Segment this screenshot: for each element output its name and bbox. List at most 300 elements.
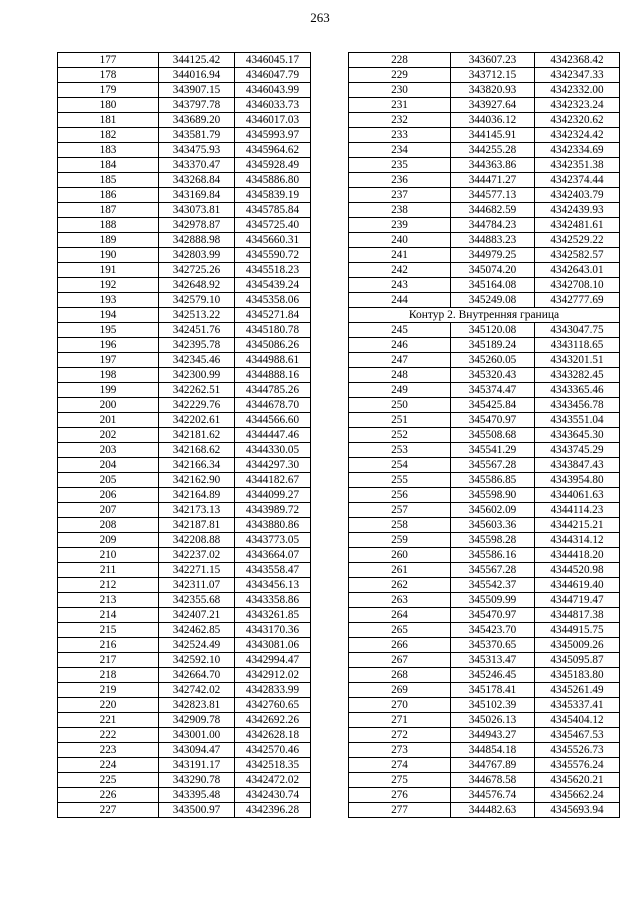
x-coordinate-cell: 343395.48 xyxy=(159,788,235,803)
y-coordinate-cell: 4344297.30 xyxy=(235,458,311,473)
y-coordinate-cell: 4342628.18 xyxy=(235,728,311,743)
x-coordinate-cell: 343581.79 xyxy=(159,128,235,143)
table-row xyxy=(58,593,311,608)
point-number-cell: 277 xyxy=(349,803,451,818)
point-number-cell: 226 xyxy=(58,788,159,803)
point-number-cell: 258 xyxy=(349,518,451,533)
table-row xyxy=(349,698,620,713)
y-coordinate-cell: 4342374.44 xyxy=(535,173,620,188)
x-coordinate-cell: 342579.10 xyxy=(159,293,235,308)
table-row xyxy=(349,233,620,248)
point-number-cell: 260 xyxy=(349,548,451,563)
point-number-cell: 246 xyxy=(349,338,451,353)
y-coordinate-cell: 4345590.72 xyxy=(235,248,311,263)
point-number-cell: 257 xyxy=(349,503,451,518)
point-number-cell: 238 xyxy=(349,203,451,218)
point-number-cell: 190 xyxy=(58,248,159,263)
x-coordinate-cell: 342648.92 xyxy=(159,278,235,293)
y-coordinate-cell: 4343456.78 xyxy=(535,398,620,413)
y-coordinate-cell: 4342472.02 xyxy=(235,773,311,788)
point-number-cell: 252 xyxy=(349,428,451,443)
y-coordinate-cell: 4344061.63 xyxy=(535,488,620,503)
x-coordinate-cell: 343689.20 xyxy=(159,113,235,128)
table-row xyxy=(58,533,311,548)
point-number-cell: 235 xyxy=(349,158,451,173)
table-row xyxy=(349,593,620,608)
point-number-cell: 219 xyxy=(58,683,159,698)
table-row xyxy=(58,788,311,803)
table-row xyxy=(58,488,311,503)
x-coordinate-cell: 344678.58 xyxy=(451,773,535,788)
y-coordinate-cell: 4344719.47 xyxy=(535,593,620,608)
x-coordinate-cell: 342311.07 xyxy=(159,578,235,593)
x-coordinate-cell: 343073.81 xyxy=(159,203,235,218)
right-table-body xyxy=(349,53,620,818)
table-row xyxy=(58,263,311,278)
y-coordinate-cell: 4344215.21 xyxy=(535,518,620,533)
y-coordinate-cell: 4344678.70 xyxy=(235,398,311,413)
x-coordinate-cell: 342888.98 xyxy=(159,233,235,248)
x-coordinate-cell: 345567.28 xyxy=(451,563,535,578)
x-coordinate-cell: 344943.27 xyxy=(451,728,535,743)
y-coordinate-cell: 4344785.26 xyxy=(235,383,311,398)
point-number-cell: 196 xyxy=(58,338,159,353)
table-row xyxy=(349,518,620,533)
point-number-cell: 218 xyxy=(58,668,159,683)
y-coordinate-cell: 4342708.10 xyxy=(535,278,620,293)
y-coordinate-cell: 4346047.79 xyxy=(235,68,311,83)
point-number-cell: 267 xyxy=(349,653,451,668)
x-coordinate-cell: 344576.74 xyxy=(451,788,535,803)
point-number-cell: 264 xyxy=(349,608,451,623)
y-coordinate-cell: 4344817.38 xyxy=(535,608,620,623)
point-number-cell: 268 xyxy=(349,668,451,683)
table-row xyxy=(349,338,620,353)
table-row xyxy=(58,323,311,338)
y-coordinate-cell: 4343170.36 xyxy=(235,623,311,638)
y-coordinate-cell: 4342760.65 xyxy=(235,698,311,713)
table-row xyxy=(349,53,620,68)
table-row xyxy=(58,728,311,743)
point-number-cell: 209 xyxy=(58,533,159,548)
table-row xyxy=(58,368,311,383)
x-coordinate-cell: 344363.86 xyxy=(451,158,535,173)
point-number-cell: 276 xyxy=(349,788,451,803)
table-row xyxy=(349,143,620,158)
point-number-cell: 270 xyxy=(349,698,451,713)
y-coordinate-cell: 4342833.99 xyxy=(235,683,311,698)
x-coordinate-cell: 344979.25 xyxy=(451,248,535,263)
x-coordinate-cell: 342162.90 xyxy=(159,473,235,488)
x-coordinate-cell: 342166.34 xyxy=(159,458,235,473)
y-coordinate-cell: 4342518.35 xyxy=(235,758,311,773)
point-number-cell: 198 xyxy=(58,368,159,383)
y-coordinate-cell: 4345337.41 xyxy=(535,698,620,713)
x-coordinate-cell: 343712.15 xyxy=(451,68,535,83)
point-number-cell: 223 xyxy=(58,743,159,758)
x-coordinate-cell: 342355.68 xyxy=(159,593,235,608)
table-row xyxy=(349,803,620,818)
y-coordinate-cell: 4343047.75 xyxy=(535,323,620,338)
table-row xyxy=(349,533,620,548)
point-number-cell: 222 xyxy=(58,728,159,743)
point-number-cell: 184 xyxy=(58,158,159,173)
table-row xyxy=(349,188,620,203)
table-row xyxy=(349,743,620,758)
x-coordinate-cell: 345542.37 xyxy=(451,578,535,593)
table-row xyxy=(58,608,311,623)
x-coordinate-cell: 344784.23 xyxy=(451,218,535,233)
y-coordinate-cell: 4345261.49 xyxy=(535,683,620,698)
point-number-cell: 230 xyxy=(349,83,451,98)
x-coordinate-cell: 343268.84 xyxy=(159,173,235,188)
y-coordinate-cell: 4345467.53 xyxy=(535,728,620,743)
x-coordinate-cell: 343607.23 xyxy=(451,53,535,68)
x-coordinate-cell: 344767.89 xyxy=(451,758,535,773)
x-coordinate-cell: 345320.43 xyxy=(451,368,535,383)
point-number-cell: 181 xyxy=(58,113,159,128)
x-coordinate-cell: 345102.39 xyxy=(451,698,535,713)
y-coordinate-cell: 4342403.79 xyxy=(535,188,620,203)
y-coordinate-cell: 4343282.45 xyxy=(535,368,620,383)
table-row xyxy=(58,293,311,308)
table-row xyxy=(349,398,620,413)
table-row xyxy=(349,458,620,473)
y-coordinate-cell: 4342439.93 xyxy=(535,203,620,218)
point-number-cell: 177 xyxy=(58,53,159,68)
x-coordinate-cell: 342978.87 xyxy=(159,218,235,233)
y-coordinate-cell: 4343773.05 xyxy=(235,533,311,548)
x-coordinate-cell: 343500.97 xyxy=(159,803,235,818)
x-coordinate-cell: 345586.16 xyxy=(451,548,535,563)
y-coordinate-cell: 4342912.02 xyxy=(235,668,311,683)
y-coordinate-cell: 4343201.51 xyxy=(535,353,620,368)
x-coordinate-cell: 345189.24 xyxy=(451,338,535,353)
table-row xyxy=(58,428,311,443)
y-coordinate-cell: 4342347.33 xyxy=(535,68,620,83)
point-number-cell: 200 xyxy=(58,398,159,413)
table-row xyxy=(349,68,620,83)
y-coordinate-cell: 4344314.12 xyxy=(535,533,620,548)
x-coordinate-cell: 345260.05 xyxy=(451,353,535,368)
x-coordinate-cell: 345470.97 xyxy=(451,608,535,623)
y-coordinate-cell: 4344988.61 xyxy=(235,353,311,368)
point-number-cell: 269 xyxy=(349,683,451,698)
x-coordinate-cell: 342300.99 xyxy=(159,368,235,383)
x-coordinate-cell: 343290.78 xyxy=(159,773,235,788)
y-coordinate-cell: 4342481.61 xyxy=(535,218,620,233)
point-number-cell: 240 xyxy=(349,233,451,248)
x-coordinate-cell: 344471.27 xyxy=(451,173,535,188)
x-coordinate-cell: 343094.47 xyxy=(159,743,235,758)
y-coordinate-cell: 4343456.13 xyxy=(235,578,311,593)
point-number-cell: 249 xyxy=(349,383,451,398)
table-row xyxy=(349,623,620,638)
point-number-cell: 179 xyxy=(58,83,159,98)
y-coordinate-cell: 4342570.46 xyxy=(235,743,311,758)
y-coordinate-cell: 4345086.26 xyxy=(235,338,311,353)
table-row xyxy=(58,413,311,428)
point-number-cell: 220 xyxy=(58,698,159,713)
x-coordinate-cell: 343820.93 xyxy=(451,83,535,98)
point-number-cell: 208 xyxy=(58,518,159,533)
table-row xyxy=(349,218,620,233)
point-number-cell: 210 xyxy=(58,548,159,563)
point-number-cell: 215 xyxy=(58,623,159,638)
x-coordinate-cell: 342173.13 xyxy=(159,503,235,518)
table-row xyxy=(58,773,311,788)
table-row xyxy=(58,338,311,353)
point-number-cell: 245 xyxy=(349,323,451,338)
table-row xyxy=(349,758,620,773)
x-coordinate-cell: 345246.45 xyxy=(451,668,535,683)
y-coordinate-cell: 4345358.06 xyxy=(235,293,311,308)
x-coordinate-cell: 342229.76 xyxy=(159,398,235,413)
point-number-cell: 217 xyxy=(58,653,159,668)
table-row xyxy=(349,578,620,593)
y-coordinate-cell: 4342320.62 xyxy=(535,113,620,128)
x-coordinate-cell: 342237.02 xyxy=(159,548,235,563)
y-coordinate-cell: 4345009.26 xyxy=(535,638,620,653)
section-header-cell: Контур 2. Внутренняя граница xyxy=(349,308,620,323)
point-number-cell: 204 xyxy=(58,458,159,473)
x-coordinate-cell: 342262.51 xyxy=(159,383,235,398)
table-row xyxy=(58,443,311,458)
point-number-cell: 244 xyxy=(349,293,451,308)
point-number-cell: 203 xyxy=(58,443,159,458)
y-coordinate-cell: 4342334.69 xyxy=(535,143,620,158)
y-coordinate-cell: 4342368.42 xyxy=(535,53,620,68)
y-coordinate-cell: 4343880.86 xyxy=(235,518,311,533)
y-coordinate-cell: 4343365.46 xyxy=(535,383,620,398)
table-row xyxy=(349,443,620,458)
table-row xyxy=(349,428,620,443)
x-coordinate-cell: 344682.59 xyxy=(451,203,535,218)
table-row xyxy=(58,758,311,773)
point-number-cell: 213 xyxy=(58,593,159,608)
x-coordinate-cell: 342187.81 xyxy=(159,518,235,533)
point-number-cell: 205 xyxy=(58,473,159,488)
point-number-cell: 251 xyxy=(349,413,451,428)
point-number-cell: 236 xyxy=(349,173,451,188)
point-number-cell: 191 xyxy=(58,263,159,278)
table-row xyxy=(58,98,311,113)
table-row xyxy=(349,293,620,308)
point-number-cell: 248 xyxy=(349,368,451,383)
point-number-cell: 206 xyxy=(58,488,159,503)
y-coordinate-cell: 4345526.73 xyxy=(535,743,620,758)
table-row xyxy=(58,698,311,713)
x-coordinate-cell: 345598.90 xyxy=(451,488,535,503)
x-coordinate-cell: 344036.12 xyxy=(451,113,535,128)
x-coordinate-cell: 345603.36 xyxy=(451,518,535,533)
point-number-cell: 265 xyxy=(349,623,451,638)
table-row xyxy=(58,473,311,488)
y-coordinate-cell: 4345839.19 xyxy=(235,188,311,203)
y-coordinate-cell: 4345785.84 xyxy=(235,203,311,218)
point-number-cell: 255 xyxy=(349,473,451,488)
point-number-cell: 224 xyxy=(58,758,159,773)
y-coordinate-cell: 4343118.65 xyxy=(535,338,620,353)
point-number-cell: 262 xyxy=(349,578,451,593)
table-row xyxy=(349,503,620,518)
table-row xyxy=(58,143,311,158)
table-row xyxy=(58,83,311,98)
y-coordinate-cell: 4342324.42 xyxy=(535,128,620,143)
point-number-cell: 199 xyxy=(58,383,159,398)
point-number-cell: 216 xyxy=(58,638,159,653)
y-coordinate-cell: 4344447.46 xyxy=(235,428,311,443)
y-coordinate-cell: 4346017.03 xyxy=(235,113,311,128)
point-number-cell: 254 xyxy=(349,458,451,473)
table-row xyxy=(349,323,620,338)
y-coordinate-cell: 4342323.24 xyxy=(535,98,620,113)
table-row xyxy=(349,638,620,653)
x-coordinate-cell: 345423.70 xyxy=(451,623,535,638)
point-number-cell: 178 xyxy=(58,68,159,83)
y-coordinate-cell: 4345886.80 xyxy=(235,173,311,188)
point-number-cell: 263 xyxy=(349,593,451,608)
y-coordinate-cell: 4344619.40 xyxy=(535,578,620,593)
section-header-row xyxy=(349,308,620,323)
x-coordinate-cell: 345586.85 xyxy=(451,473,535,488)
y-coordinate-cell: 4343081.06 xyxy=(235,638,311,653)
x-coordinate-cell: 342168.62 xyxy=(159,443,235,458)
table-row xyxy=(58,173,311,188)
table-row xyxy=(58,518,311,533)
table-row xyxy=(58,233,311,248)
y-coordinate-cell: 4343558.47 xyxy=(235,563,311,578)
x-coordinate-cell: 345425.84 xyxy=(451,398,535,413)
x-coordinate-cell: 342407.21 xyxy=(159,608,235,623)
x-coordinate-cell: 345374.47 xyxy=(451,383,535,398)
point-number-cell: 232 xyxy=(349,113,451,128)
table-row xyxy=(58,278,311,293)
x-coordinate-cell: 343191.17 xyxy=(159,758,235,773)
y-coordinate-cell: 4345993.97 xyxy=(235,128,311,143)
point-number-cell: 193 xyxy=(58,293,159,308)
y-coordinate-cell: 4343358.86 xyxy=(235,593,311,608)
point-number-cell: 239 xyxy=(349,218,451,233)
y-coordinate-cell: 4342430.74 xyxy=(235,788,311,803)
point-number-cell: 256 xyxy=(349,488,451,503)
y-coordinate-cell: 4342643.01 xyxy=(535,263,620,278)
table-row xyxy=(349,713,620,728)
x-coordinate-cell: 342513.22 xyxy=(159,308,235,323)
right-coordinate-table xyxy=(348,52,620,818)
table-row xyxy=(58,398,311,413)
table-row xyxy=(349,368,620,383)
x-coordinate-cell: 345509.99 xyxy=(451,593,535,608)
y-coordinate-cell: 4343261.85 xyxy=(235,608,311,623)
x-coordinate-cell: 342524.49 xyxy=(159,638,235,653)
y-coordinate-cell: 4346043.99 xyxy=(235,83,311,98)
table-row xyxy=(58,578,311,593)
table-row xyxy=(349,668,620,683)
table-row xyxy=(58,353,311,368)
x-coordinate-cell: 343169.84 xyxy=(159,188,235,203)
y-coordinate-cell: 4345576.24 xyxy=(535,758,620,773)
x-coordinate-cell: 343001.00 xyxy=(159,728,235,743)
table-row xyxy=(349,773,620,788)
point-number-cell: 237 xyxy=(349,188,451,203)
table-row xyxy=(349,383,620,398)
point-number-cell: 225 xyxy=(58,773,159,788)
x-coordinate-cell: 342271.15 xyxy=(159,563,235,578)
x-coordinate-cell: 345508.68 xyxy=(451,428,535,443)
x-coordinate-cell: 343475.93 xyxy=(159,143,235,158)
x-coordinate-cell: 344255.28 xyxy=(451,143,535,158)
left-table-body xyxy=(58,53,311,818)
x-coordinate-cell: 344883.23 xyxy=(451,233,535,248)
table-row xyxy=(58,713,311,728)
point-number-cell: 275 xyxy=(349,773,451,788)
x-coordinate-cell: 342909.78 xyxy=(159,713,235,728)
y-coordinate-cell: 4344915.75 xyxy=(535,623,620,638)
y-coordinate-cell: 4345183.80 xyxy=(535,668,620,683)
table-row xyxy=(58,743,311,758)
point-number-cell: 259 xyxy=(349,533,451,548)
point-number-cell: 189 xyxy=(58,233,159,248)
y-coordinate-cell: 4346045.17 xyxy=(235,53,311,68)
y-coordinate-cell: 4345518.23 xyxy=(235,263,311,278)
table-row xyxy=(349,728,620,743)
table-row xyxy=(58,203,311,218)
table-row xyxy=(58,458,311,473)
table-row xyxy=(58,113,311,128)
table-row xyxy=(58,503,311,518)
point-number-cell: 228 xyxy=(349,53,451,68)
y-coordinate-cell: 4343847.43 xyxy=(535,458,620,473)
table-row xyxy=(58,188,311,203)
x-coordinate-cell: 344016.94 xyxy=(159,68,235,83)
table-row xyxy=(58,53,311,68)
y-coordinate-cell: 4345964.62 xyxy=(235,143,311,158)
point-number-cell: 273 xyxy=(349,743,451,758)
x-coordinate-cell: 345470.97 xyxy=(451,413,535,428)
x-coordinate-cell: 345370.65 xyxy=(451,638,535,653)
point-number-cell: 201 xyxy=(58,413,159,428)
x-coordinate-cell: 342202.61 xyxy=(159,413,235,428)
y-coordinate-cell: 4342692.26 xyxy=(235,713,311,728)
x-coordinate-cell: 342462.85 xyxy=(159,623,235,638)
table-row xyxy=(58,803,311,818)
point-number-cell: 194 xyxy=(58,308,159,323)
point-number-cell: 183 xyxy=(58,143,159,158)
y-coordinate-cell: 4345620.21 xyxy=(535,773,620,788)
table-row xyxy=(58,383,311,398)
y-coordinate-cell: 4342582.57 xyxy=(535,248,620,263)
table-row xyxy=(349,683,620,698)
x-coordinate-cell: 345313.47 xyxy=(451,653,535,668)
x-coordinate-cell: 343927.64 xyxy=(451,98,535,113)
point-number-cell: 271 xyxy=(349,713,451,728)
table-row xyxy=(349,788,620,803)
y-coordinate-cell: 4345660.31 xyxy=(235,233,311,248)
table-row xyxy=(349,653,620,668)
y-coordinate-cell: 4342351.38 xyxy=(535,158,620,173)
table-row xyxy=(349,113,620,128)
table-row xyxy=(349,473,620,488)
point-number-cell: 234 xyxy=(349,143,451,158)
point-number-cell: 182 xyxy=(58,128,159,143)
table-row xyxy=(349,158,620,173)
table-row xyxy=(349,563,620,578)
point-number-cell: 247 xyxy=(349,353,451,368)
table-row xyxy=(58,623,311,638)
table-row xyxy=(349,278,620,293)
x-coordinate-cell: 345602.09 xyxy=(451,503,535,518)
